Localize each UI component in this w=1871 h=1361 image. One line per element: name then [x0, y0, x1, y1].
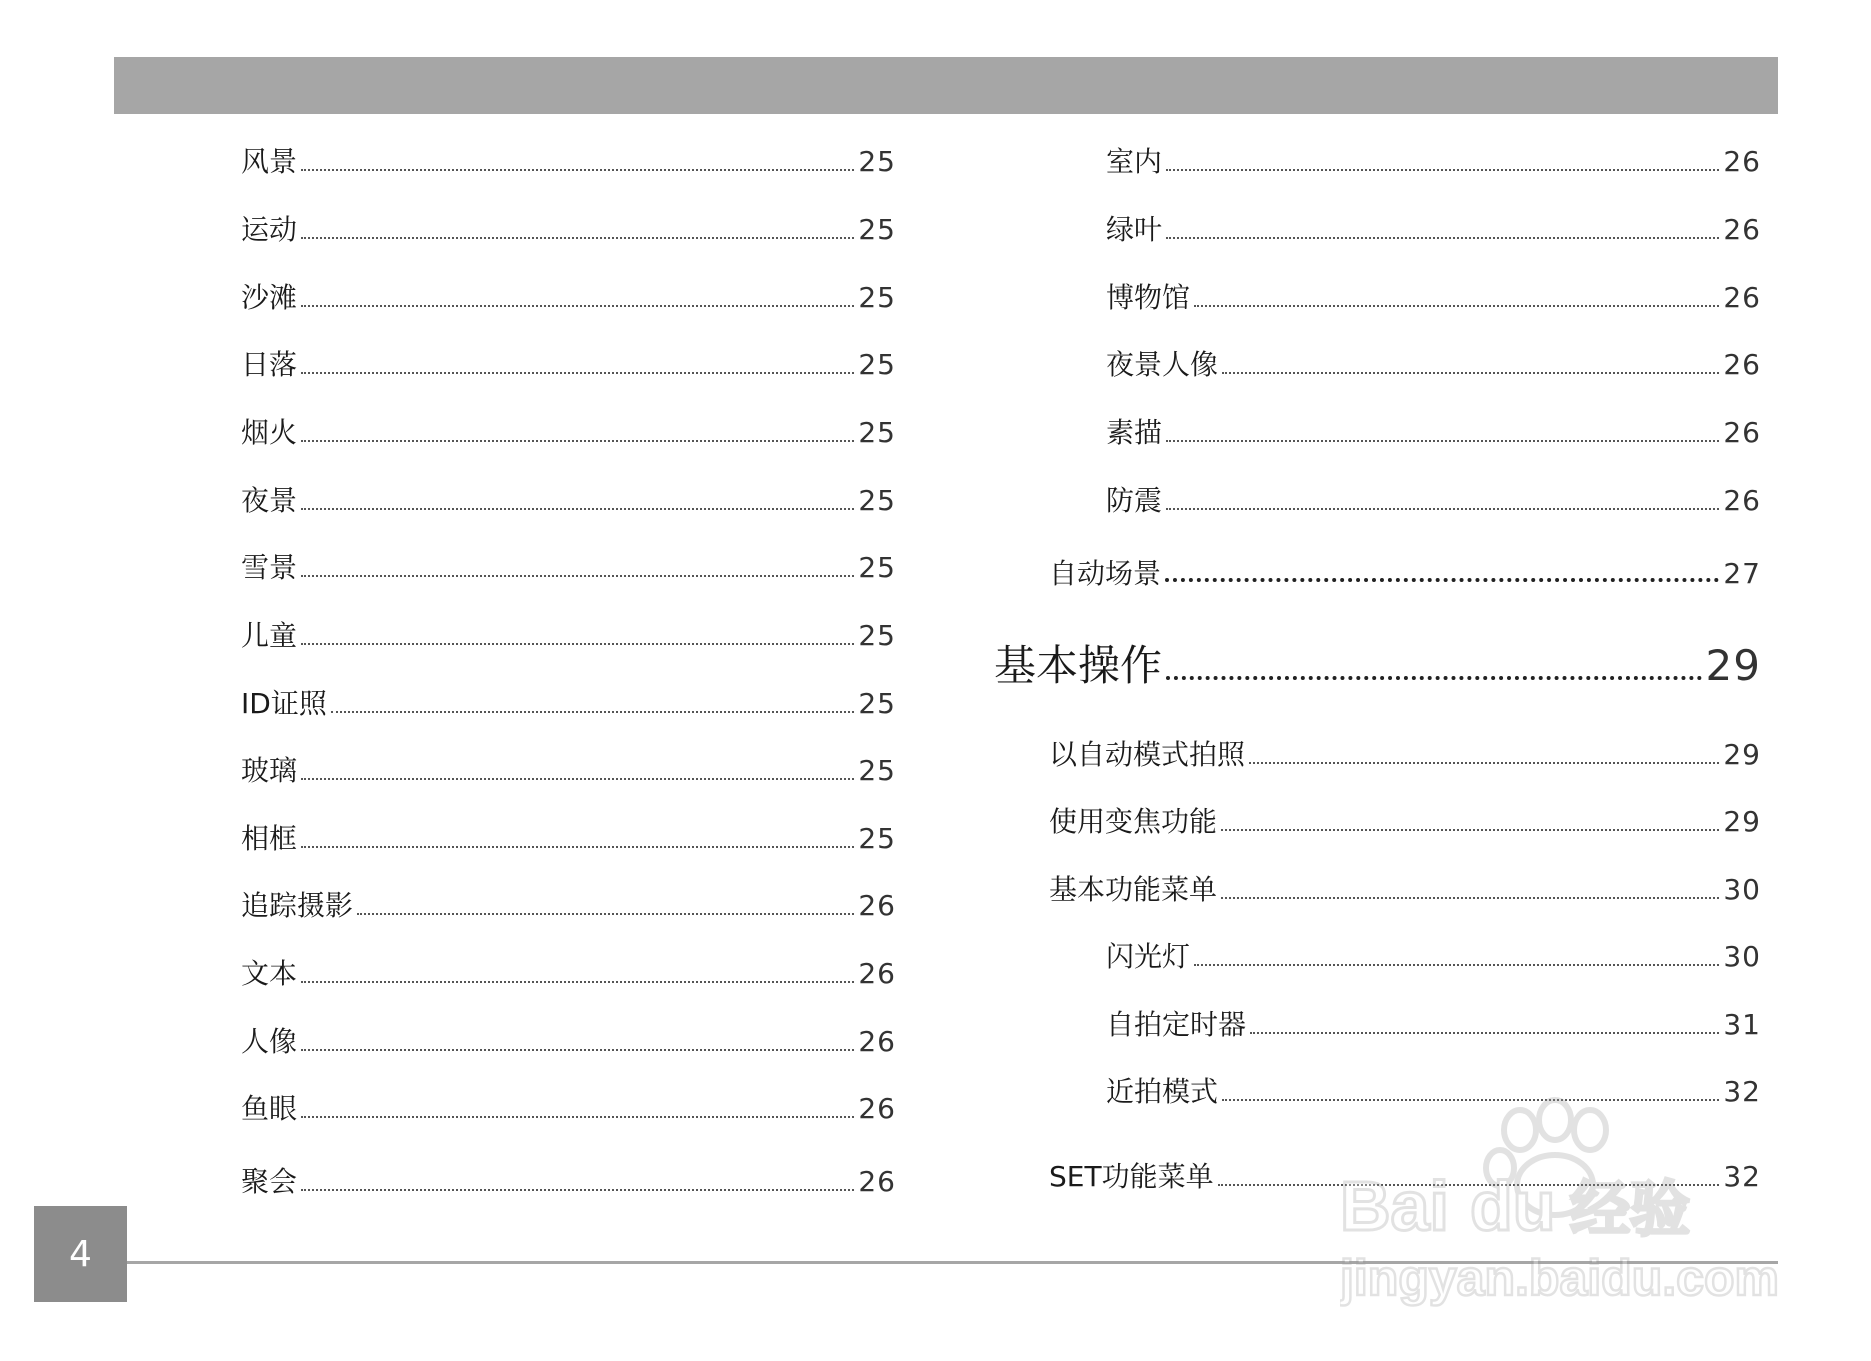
toc-entry-label: 自动场景 [1049, 557, 1162, 590]
toc-entry-page: 26 [1723, 213, 1761, 246]
toc-entry-page: 26 [858, 1025, 896, 1058]
toc-entry-label: 使用变焦功能 [1049, 805, 1218, 838]
toc-entry-label: 以自动模式拍照 [1049, 738, 1246, 771]
svg-text:Bai: Bai [1340, 1167, 1449, 1245]
toc-entry-label: 运动 [241, 213, 298, 246]
dot-leader [1166, 440, 1719, 442]
toc-entry-page: 25 [858, 687, 896, 720]
toc-entry-page: 25 [858, 281, 896, 314]
toc-entry[interactable] [1049, 557, 1761, 591]
page-number-box [34, 1206, 127, 1302]
toc-entry-page: 27 [1723, 557, 1761, 590]
toc-entry[interactable] [1106, 484, 1761, 518]
toc-entry[interactable] [1106, 416, 1761, 450]
svg-text:du: du [1470, 1167, 1556, 1245]
toc-entry-page: 26 [858, 1165, 896, 1198]
toc-entry[interactable] [1106, 940, 1761, 974]
toc-entry-label: SET功能菜单 [1049, 1160, 1214, 1193]
toc-entry[interactable] [1049, 738, 1761, 772]
toc-entry-page: 26 [858, 889, 896, 922]
toc-entry-label: 追踪摄影 [241, 889, 354, 922]
dot-leader [1250, 1032, 1719, 1034]
toc-entry-label: 博物馆 [1106, 281, 1191, 314]
toc-entry-page: 26 [1723, 281, 1761, 314]
toc-entry-label: 鱼眼 [241, 1092, 298, 1125]
toc-entry-page: 25 [858, 551, 896, 584]
toc-entry-label: 玻璃 [241, 754, 298, 787]
toc-chapter-label: 基本操作 [994, 641, 1163, 690]
toc-entry-label: 夜景人像 [1106, 348, 1219, 381]
toc-entry-page: 25 [858, 416, 896, 449]
toc-entry-label: 儿童 [241, 619, 298, 652]
toc-entry[interactable] [1049, 1160, 1761, 1194]
toc-entry-label: 近拍模式 [1106, 1075, 1219, 1108]
dot-leader [1166, 237, 1719, 239]
toc-entry-label: 雪景 [241, 551, 298, 584]
toc-entry[interactable] [1106, 145, 1761, 179]
toc-entry-label: 室内 [1106, 145, 1163, 178]
dot-leader [1218, 1184, 1720, 1186]
toc-entry-page: 26 [1723, 484, 1761, 517]
dot-leader [1166, 676, 1702, 680]
dot-leader [1166, 169, 1719, 171]
toc-entry[interactable] [1106, 1075, 1761, 1109]
toc-entry-label: 素描 [1106, 416, 1163, 449]
dot-leader [1222, 1099, 1719, 1101]
toc-entry-label: 防震 [1106, 484, 1163, 517]
toc-entry-page: 25 [858, 484, 896, 517]
toc-entry-label: 日落 [241, 348, 298, 381]
toc-entry-page: 30 [1723, 940, 1761, 973]
toc-entry[interactable] [1106, 213, 1761, 247]
toc-entry-label: 聚会 [241, 1165, 298, 1198]
dot-leader [1166, 508, 1719, 510]
dot-leader [1221, 829, 1719, 831]
svg-text:经验: 经验 [1570, 1175, 1690, 1245]
toc-entry-page: 26 [1723, 145, 1761, 178]
toc-entry-label: 人像 [241, 1025, 298, 1058]
dot-leader [1165, 578, 1719, 582]
toc-entry-label: 风景 [241, 145, 298, 178]
dot-leader [1194, 964, 1719, 966]
toc-entry[interactable] [1106, 281, 1761, 315]
dot-leader [1249, 762, 1719, 764]
toc-entry-page: 26 [1723, 348, 1761, 381]
toc-entry-label: 夜景 [241, 484, 298, 517]
dot-leader [1194, 305, 1719, 307]
toc-entry-page: 26 [1723, 416, 1761, 449]
toc-entry-label: 闪光灯 [1106, 940, 1191, 973]
toc-entry-label: 烟火 [241, 416, 298, 449]
toc-entry-page: 29 [1723, 805, 1761, 838]
toc-entry-label: 绿叶 [1106, 213, 1163, 246]
toc-chapter-entry[interactable] [994, 641, 1761, 691]
toc-entry-page: 25 [858, 213, 896, 246]
toc-entry[interactable] [1106, 1008, 1761, 1042]
toc-entry-page: 29 [1723, 738, 1761, 771]
toc-entry-label: 相框 [241, 822, 298, 855]
toc-entry-page: 26 [858, 957, 896, 990]
toc-entry-label: 自拍定时器 [1106, 1008, 1247, 1041]
toc-entry-label: 文本 [241, 957, 298, 990]
toc-entry-label: ID证照 [241, 687, 327, 720]
toc-entry-label: 基本功能菜单 [1049, 873, 1218, 906]
toc-entry-page: 25 [858, 619, 896, 652]
dot-leader [1222, 372, 1719, 374]
toc-entry[interactable] [1106, 348, 1761, 382]
toc-entry[interactable] [1049, 873, 1761, 907]
toc-entry-page: 26 [858, 1092, 896, 1125]
toc-entry[interactable] [1049, 805, 1761, 839]
toc-entry-page: 25 [858, 348, 896, 381]
dot-leader [1221, 897, 1719, 899]
footer-rule [126, 1261, 1778, 1264]
toc-entry-page: 32 [1723, 1160, 1761, 1193]
toc-entry-page: 25 [858, 822, 896, 855]
toc-entry-page: 25 [858, 145, 896, 178]
toc-entry-page: 32 [1723, 1075, 1761, 1108]
toc-chapter-page: 29 [1705, 641, 1761, 690]
page-number: 4 [69, 1233, 92, 1275]
toc-entry-page: 25 [858, 754, 896, 787]
toc-entry-page: 31 [1723, 1008, 1761, 1041]
svg-text:jingyan.baidu.com: jingyan.baidu.com [1340, 1250, 1779, 1306]
toc-entry-page: 30 [1723, 873, 1761, 906]
toc-entry-label: 沙滩 [241, 281, 298, 314]
